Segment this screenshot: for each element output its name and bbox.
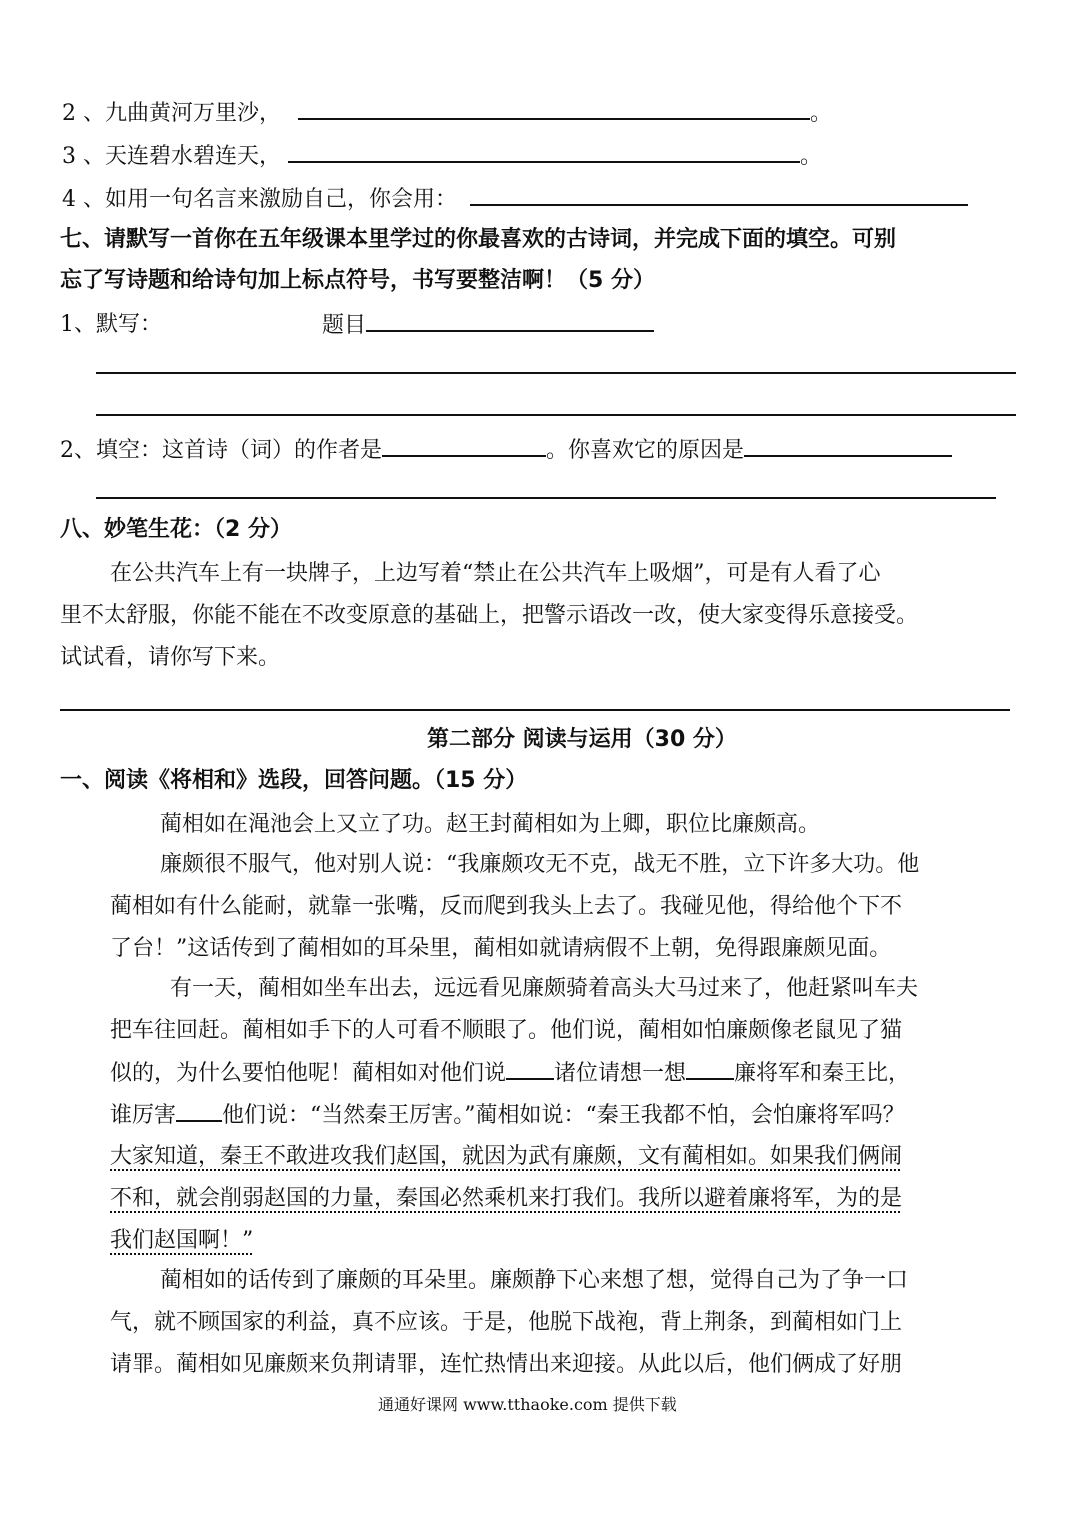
punctuation-blank[interactable] bbox=[506, 1058, 554, 1080]
q8-heading: 八、妙笔生花：（2 分） bbox=[60, 517, 292, 542]
reading-paragraph-line: 气，就不顾国家的利益，真不应该。于是，他脱下战袍，背上荆条，到蔺相如门上 bbox=[110, 1310, 903, 1335]
q6-item3: 3 、天连碧水碧连天， 。 bbox=[62, 141, 822, 172]
part2-title: 第二部分 阅读与运用（30 分） bbox=[427, 727, 737, 752]
q7-heading-line1: 七、请默写一首你在五年级课本里学过的你最喜欢的古诗词，并完成下面的填空。可别 bbox=[60, 227, 897, 252]
punctuation-blank[interactable] bbox=[686, 1058, 734, 1080]
answer-blank[interactable] bbox=[288, 141, 800, 163]
reading-paragraph-line-dotted: 大家知道，秦王不敢进攻我们赵国，就因为武有廉颇，文有蔺相如。如果我们俩闹 bbox=[110, 1144, 903, 1169]
reading-paragraph-line: 谁厉害 他们说：“当然秦王厉害。”蔺相如说：“秦王我都不怕，会怕廉将军吗？ bbox=[110, 1100, 905, 1131]
q6-item4-text: 4 、如用一句名言来激励自己，你会用： bbox=[62, 187, 457, 212]
reading-paragraph-line-dotted: 不和，就会削弱赵国的力量，秦国必然乘机来打我们。我所以避着廉将军，为的是 bbox=[110, 1186, 903, 1211]
q8-para-line: 试试看，请你写下来。 bbox=[60, 645, 281, 670]
reason-writing-line[interactable] bbox=[96, 497, 996, 499]
q8-para-line: 在公共汽车上有一块牌子，上边写着“禁止在公共汽车上吸烟”，可是有人看了心 bbox=[110, 561, 881, 586]
answer-blank[interactable] bbox=[470, 184, 968, 206]
reading-heading: 一、阅读《将相和》选段，回答问题。（15 分） bbox=[60, 768, 528, 793]
q7-item2-text: 2、填空：这首诗（词）的作者是 bbox=[60, 438, 382, 463]
reading-paragraph-line: 有一天，蔺相如坐车出去，远远看见廉颇骑着高头大马过来了，他赶紧叫车夫 bbox=[170, 976, 919, 1001]
poem-writing-line[interactable] bbox=[96, 372, 1016, 374]
q7-item1-label: 1、默写： bbox=[60, 312, 162, 337]
reason-blank[interactable] bbox=[744, 435, 952, 457]
reading-paragraph-line-dotted: 我们赵国啊！” bbox=[110, 1228, 254, 1253]
q6-item2: 2 、九曲黄河万里沙， 。 bbox=[62, 98, 832, 129]
reading-paragraph-line: 似的，为什么要怕他呢！蔺相如对他们说 诸位请想一想 廉将军和秦王比， bbox=[110, 1058, 910, 1089]
q8-para-line: 里不太舒服，你能不能在不改变原意的基础上，把警示语改一改，使大家变得乐意接受。 bbox=[60, 603, 919, 628]
reading-paragraph-line: 了台！”这话传到了蔺相如的耳朵里，蔺相如就请病假不上朝，免得跟廉颇见面。 bbox=[110, 936, 892, 961]
q6-item2-text: 2 、九曲黄河万里沙， bbox=[62, 101, 281, 126]
q7-item2: 2、填空：这首诗（词）的作者是 。你喜欢它的原因是 bbox=[60, 435, 952, 466]
q6-item4 bbox=[62, 184, 968, 215]
q6-item3-text: 3 、天连碧水碧连天， bbox=[62, 144, 281, 169]
author-blank[interactable] bbox=[382, 435, 546, 457]
answer-blank[interactable] bbox=[298, 98, 810, 120]
reading-paragraph-line: 廉颇很不服气，他对别人说：“我廉颇攻无不克，战无不胜，立下许多大功。他 bbox=[160, 852, 920, 877]
reading-paragraph-line: 蔺相如在渑池会上又立了功。赵王封蔺相如为上卿，职位比廉颇高。 bbox=[160, 812, 821, 837]
q7-title-label: 题目 bbox=[322, 313, 367, 338]
q7-heading-line2: 忘了写诗题和给诗句加上标点符号，书写要整洁啊！（5 分） bbox=[60, 268, 655, 293]
reading-paragraph-line: 请罪。蔺相如见廉颇来负荆请罪，连忙热情出来迎接。从此以后，他们俩成了好朋 bbox=[110, 1352, 903, 1377]
title-blank[interactable] bbox=[366, 310, 654, 332]
reading-paragraph-line: 蔺相如的话传到了廉颇的耳朵里。廉颇静下心来想了想，觉得自己为了争一口 bbox=[160, 1268, 909, 1293]
punctuation-blank[interactable] bbox=[176, 1100, 222, 1122]
footer: 通通好课网 www.tthaoke.com 提供下载 bbox=[378, 1395, 677, 1414]
reading-paragraph-line: 把车往回赶。蔺相如手下的人可看不顺眼了。他们说，蔺相如怕廉颇像老鼠见了猫 bbox=[110, 1018, 903, 1043]
poem-writing-line[interactable] bbox=[96, 414, 1016, 416]
q7-title-field bbox=[322, 310, 654, 341]
q8-answer-line[interactable] bbox=[60, 709, 1010, 711]
reading-paragraph-line: 蔺相如有什么能耐，就靠一张嘴，反而爬到我头上去了。我碰见他，得给他个下不 bbox=[110, 894, 903, 919]
